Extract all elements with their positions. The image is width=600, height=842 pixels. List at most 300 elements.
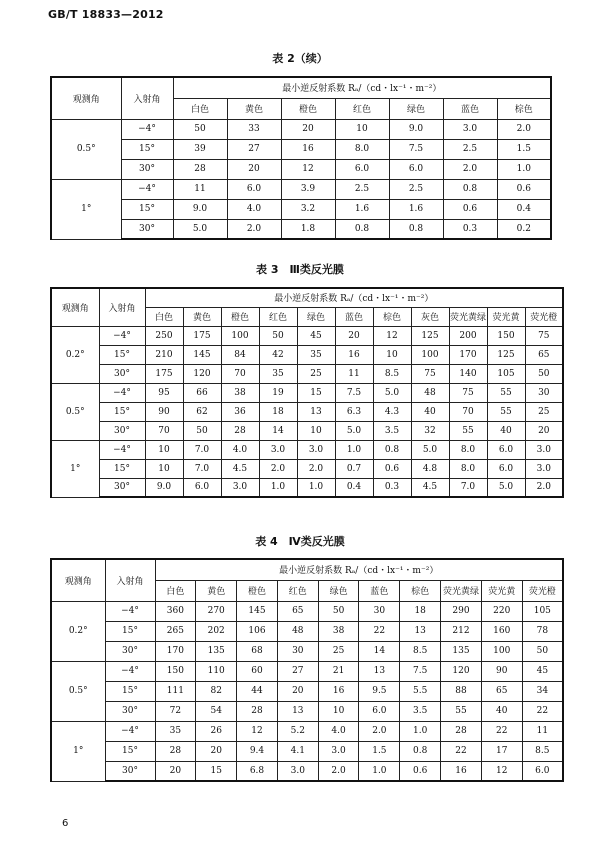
value-cell: 28	[441, 721, 482, 741]
color-header: 绿色	[297, 307, 335, 326]
value-cell: 0.8	[443, 179, 497, 199]
value-cell: 10	[297, 421, 335, 440]
value-cell: 38	[318, 621, 359, 641]
value-cell: 14	[359, 641, 400, 661]
value-cell: 3.5	[400, 701, 441, 721]
value-cell: 2.0	[259, 459, 297, 478]
value-cell: 22	[441, 741, 482, 761]
color-header: 荧光橙	[522, 580, 563, 601]
color-header: 棕色	[373, 307, 411, 326]
value-cell: 13	[277, 701, 318, 721]
color-header: 白色	[145, 307, 183, 326]
value-cell: 360	[155, 601, 196, 621]
value-cell: 36	[221, 402, 259, 421]
value-cell: 66	[183, 383, 221, 402]
value-cell: 3.0	[221, 478, 259, 497]
value-cell: 6.0	[389, 159, 443, 179]
table-row	[51, 199, 551, 219]
value-cell: 120	[441, 661, 482, 681]
value-cell: 1.0	[259, 478, 297, 497]
value-cell: 220	[481, 601, 522, 621]
value-cell: 18	[400, 601, 441, 621]
value-cell: 14	[259, 421, 297, 440]
color-header: 荧光橙	[525, 307, 563, 326]
entrance-angle-cell: −4°	[99, 383, 145, 402]
table-row	[51, 641, 563, 661]
color-header: 蓝色	[443, 98, 497, 119]
value-cell: 50	[173, 119, 227, 139]
entrance-angle-cell: 15°	[99, 459, 145, 478]
table-row	[51, 345, 563, 364]
color-header: 黄色	[227, 98, 281, 119]
entrance-angle-cell: 15°	[105, 681, 155, 701]
table-row	[51, 681, 563, 701]
entrance-angle-cell: 15°	[105, 741, 155, 761]
value-cell: 0.4	[335, 478, 373, 497]
value-cell: 6.0	[359, 701, 400, 721]
value-cell: 11	[335, 364, 373, 383]
value-cell: 22	[481, 721, 522, 741]
value-cell: 95	[145, 383, 183, 402]
value-cell: 75	[411, 364, 449, 383]
table-row	[51, 478, 563, 497]
value-cell: 7.5	[335, 383, 373, 402]
value-cell: 4.5	[411, 478, 449, 497]
entrance-angle-cell: −4°	[121, 119, 173, 139]
value-cell: 4.5	[221, 459, 259, 478]
value-cell: 13	[400, 621, 441, 641]
value-cell: 9.5	[359, 681, 400, 701]
value-cell: 106	[237, 621, 278, 641]
value-cell: 60	[237, 661, 278, 681]
table3-caption: 表 3 Ⅲ类反光膜	[256, 263, 344, 276]
value-cell: 12	[237, 721, 278, 741]
value-cell: 45	[522, 661, 563, 681]
value-cell: 19	[259, 383, 297, 402]
value-cell: 25	[318, 641, 359, 661]
value-cell: 4.8	[411, 459, 449, 478]
coefficient-header: 最小逆反射系数 Rₐ/（cd・lx⁻¹・m⁻²）	[155, 559, 563, 580]
value-cell: 1.5	[497, 139, 551, 159]
value-cell: 6.0	[487, 459, 525, 478]
value-cell: 0.3	[373, 478, 411, 497]
color-header: 棕色	[497, 98, 551, 119]
value-cell: 90	[481, 661, 522, 681]
entrance-angle-cell: 30°	[99, 478, 145, 497]
color-header: 荧光黄绿	[449, 307, 487, 326]
entrance-angle-cell: 15°	[121, 139, 173, 159]
value-cell: 25	[297, 364, 335, 383]
value-cell: 7.5	[389, 139, 443, 159]
value-cell: 0.7	[335, 459, 373, 478]
value-cell: 290	[441, 601, 482, 621]
value-cell: 62	[183, 402, 221, 421]
value-cell: 9.0	[173, 199, 227, 219]
table2	[50, 76, 552, 240]
value-cell: 10	[145, 440, 183, 459]
entrance-angle-cell: 15°	[99, 345, 145, 364]
value-cell: 30	[277, 641, 318, 661]
table-row	[51, 661, 563, 681]
value-cell: 0.8	[373, 440, 411, 459]
standard-code: GB/T 18833—2012	[48, 8, 164, 21]
entrance-angle-cell: 30°	[105, 641, 155, 661]
value-cell: 0.6	[400, 761, 441, 781]
value-cell: 50	[259, 326, 297, 345]
value-cell: 35	[155, 721, 196, 741]
value-cell: 2.0	[297, 459, 335, 478]
entrance-angle-cell: 30°	[121, 219, 173, 239]
value-cell: 4.3	[373, 402, 411, 421]
observation-angle-cell: 1°	[51, 179, 121, 239]
value-cell: 35	[297, 345, 335, 364]
value-cell: 65	[481, 681, 522, 701]
value-cell: 125	[487, 345, 525, 364]
table-row	[51, 601, 563, 621]
table-row	[51, 440, 563, 459]
value-cell: 15	[196, 761, 237, 781]
color-header: 灰色	[411, 307, 449, 326]
value-cell: 1.6	[335, 199, 389, 219]
value-cell: 3.5	[373, 421, 411, 440]
value-cell: 0.2	[497, 219, 551, 239]
value-cell: 1.8	[281, 219, 335, 239]
color-header: 红色	[335, 98, 389, 119]
value-cell: 4.0	[227, 199, 281, 219]
value-cell: 12	[281, 159, 335, 179]
value-cell: 135	[441, 641, 482, 661]
value-cell: 11	[522, 721, 563, 741]
value-cell: 13	[359, 661, 400, 681]
value-cell: 20	[335, 326, 373, 345]
value-cell: 16	[335, 345, 373, 364]
header-row	[51, 288, 563, 307]
entrance-angle-cell: 30°	[121, 159, 173, 179]
value-cell: 20	[155, 761, 196, 781]
color-header: 荧光黄绿	[441, 580, 482, 601]
value-cell: 9.0	[145, 478, 183, 497]
coefficient-header: 最小逆反射系数 Rₐ/（cd・lx⁻¹・m⁻²）	[145, 288, 563, 307]
color-header: 白色	[155, 580, 196, 601]
value-cell: 6.3	[335, 402, 373, 421]
table-row	[51, 721, 563, 741]
value-cell: 2.0	[497, 119, 551, 139]
entrance-angle-cell: 30°	[105, 701, 155, 721]
observation-angle-cell: 0.2°	[51, 601, 105, 661]
value-cell: 16	[441, 761, 482, 781]
value-cell: 5.0	[373, 383, 411, 402]
value-cell: 84	[221, 345, 259, 364]
value-cell: 40	[411, 402, 449, 421]
entrance-angle-cell: −4°	[121, 179, 173, 199]
table-row	[51, 402, 563, 421]
value-cell: 210	[145, 345, 183, 364]
value-cell: 5.5	[400, 681, 441, 701]
value-cell: 4.0	[221, 440, 259, 459]
value-cell: 7.5	[400, 661, 441, 681]
table-row	[51, 119, 551, 139]
table2-caption: 表 2（续）	[272, 52, 328, 65]
table4-caption: 表 4 Ⅳ类反光膜	[255, 535, 345, 548]
value-cell: 3.9	[281, 179, 335, 199]
value-cell: 3.0	[525, 459, 563, 478]
value-cell: 5.2	[277, 721, 318, 741]
table-row	[51, 741, 563, 761]
observation-angle-cell: 0.5°	[51, 661, 105, 721]
observation-angle-header: 观测角	[51, 77, 121, 119]
value-cell: 27	[227, 139, 281, 159]
value-cell: 2.0	[227, 219, 281, 239]
entrance-angle-cell: −4°	[105, 661, 155, 681]
value-cell: 12	[481, 761, 522, 781]
value-cell: 140	[449, 364, 487, 383]
table-row	[51, 383, 563, 402]
page-number: 6	[62, 818, 69, 829]
value-cell: 35	[259, 364, 297, 383]
value-cell: 7.0	[449, 478, 487, 497]
value-cell: 8.0	[449, 440, 487, 459]
value-cell: 0.3	[443, 219, 497, 239]
value-cell: 111	[155, 681, 196, 701]
value-cell: 22	[359, 621, 400, 641]
value-cell: 28	[155, 741, 196, 761]
value-cell: 150	[155, 661, 196, 681]
value-cell: 2.0	[525, 478, 563, 497]
value-cell: 3.0	[277, 761, 318, 781]
value-cell: 20	[196, 741, 237, 761]
value-cell: 75	[525, 326, 563, 345]
value-cell: 1.5	[359, 741, 400, 761]
value-cell: 8.0	[335, 139, 389, 159]
value-cell: 45	[297, 326, 335, 345]
value-cell: 44	[237, 681, 278, 701]
table-row	[51, 364, 563, 383]
value-cell: 7.0	[183, 440, 221, 459]
observation-angle-cell: 0.5°	[51, 119, 121, 179]
observation-angle-cell: 1°	[51, 440, 99, 497]
value-cell: 5.0	[173, 219, 227, 239]
observation-angle-header: 观测角	[51, 559, 105, 601]
value-cell: 2.5	[335, 179, 389, 199]
value-cell: 50	[318, 601, 359, 621]
value-cell: 21	[318, 661, 359, 681]
value-cell: 55	[487, 402, 525, 421]
value-cell: 72	[155, 701, 196, 721]
value-cell: 20	[277, 681, 318, 701]
value-cell: 18	[259, 402, 297, 421]
value-cell: 38	[221, 383, 259, 402]
value-cell: 1.0	[335, 440, 373, 459]
value-cell: 6.0	[335, 159, 389, 179]
color-header: 绿色	[318, 580, 359, 601]
entrance-angle-header: 入射角	[99, 288, 145, 326]
value-cell: 145	[183, 345, 221, 364]
color-header: 荧光黄	[487, 307, 525, 326]
value-cell: 0.8	[335, 219, 389, 239]
value-cell: 100	[411, 345, 449, 364]
table4	[50, 558, 564, 782]
value-cell: 2.5	[443, 139, 497, 159]
entrance-angle-cell: −4°	[99, 440, 145, 459]
value-cell: 3.0	[259, 440, 297, 459]
value-cell: 5.0	[487, 478, 525, 497]
header-row	[51, 77, 551, 98]
color-header: 橙色	[281, 98, 335, 119]
value-cell: 16	[318, 681, 359, 701]
value-cell: 65	[525, 345, 563, 364]
value-cell: 82	[196, 681, 237, 701]
value-cell: 1.0	[400, 721, 441, 741]
table-row	[51, 621, 563, 641]
entrance-angle-cell: 15°	[121, 199, 173, 219]
value-cell: 28	[173, 159, 227, 179]
entrance-angle-cell: 30°	[105, 761, 155, 781]
entrance-angle-cell: −4°	[105, 601, 155, 621]
value-cell: 3.0	[297, 440, 335, 459]
value-cell: 2.5	[389, 179, 443, 199]
value-cell: 30	[359, 601, 400, 621]
value-cell: 150	[487, 326, 525, 345]
color-header: 蓝色	[359, 580, 400, 601]
value-cell: 50	[183, 421, 221, 440]
value-cell: 6.0	[183, 478, 221, 497]
value-cell: 20	[281, 119, 335, 139]
value-cell: 8.5	[373, 364, 411, 383]
coefficient-header: 最小逆反射系数 Rₐ/（cd・lx⁻¹・m⁻²）	[173, 77, 551, 98]
value-cell: 10	[335, 119, 389, 139]
value-cell: 42	[259, 345, 297, 364]
value-cell: 22	[522, 701, 563, 721]
value-cell: 202	[196, 621, 237, 641]
value-cell: 0.6	[373, 459, 411, 478]
value-cell: 28	[237, 701, 278, 721]
table-row	[51, 326, 563, 345]
entrance-angle-cell: −4°	[105, 721, 155, 741]
value-cell: 48	[411, 383, 449, 402]
value-cell: 20	[227, 159, 281, 179]
value-cell: 2.0	[318, 761, 359, 781]
table-row	[51, 179, 551, 199]
value-cell: 10	[318, 701, 359, 721]
value-cell: 175	[183, 326, 221, 345]
value-cell: 13	[297, 402, 335, 421]
value-cell: 27	[277, 661, 318, 681]
value-cell: 250	[145, 326, 183, 345]
value-cell: 270	[196, 601, 237, 621]
value-cell: 212	[441, 621, 482, 641]
value-cell: 55	[449, 421, 487, 440]
value-cell: 1.0	[359, 761, 400, 781]
value-cell: 100	[481, 641, 522, 661]
entrance-angle-cell: 15°	[105, 621, 155, 641]
color-header: 黄色	[196, 580, 237, 601]
value-cell: 55	[487, 383, 525, 402]
color-header: 绿色	[389, 98, 443, 119]
value-cell: 6.0	[227, 179, 281, 199]
observation-angle-cell: 0.2°	[51, 326, 99, 383]
value-cell: 5.0	[335, 421, 373, 440]
value-cell: 0.6	[497, 179, 551, 199]
color-header: 棕色	[400, 580, 441, 601]
table-row	[51, 761, 563, 781]
value-cell: 120	[183, 364, 221, 383]
value-cell: 4.1	[277, 741, 318, 761]
value-cell: 9.0	[389, 119, 443, 139]
value-cell: 12	[373, 326, 411, 345]
value-cell: 68	[237, 641, 278, 661]
color-header: 红色	[277, 580, 318, 601]
value-cell: 40	[481, 701, 522, 721]
value-cell: 55	[441, 701, 482, 721]
value-cell: 135	[196, 641, 237, 661]
value-cell: 105	[522, 601, 563, 621]
value-cell: 70	[221, 364, 259, 383]
value-cell: 32	[411, 421, 449, 440]
value-cell: 16	[281, 139, 335, 159]
value-cell: 30	[525, 383, 563, 402]
value-cell: 75	[449, 383, 487, 402]
value-cell: 9.4	[237, 741, 278, 761]
header-row	[51, 559, 563, 580]
value-cell: 10	[145, 459, 183, 478]
value-cell: 28	[221, 421, 259, 440]
value-cell: 7.0	[183, 459, 221, 478]
value-cell: 11	[173, 179, 227, 199]
value-cell: 88	[441, 681, 482, 701]
value-cell: 70	[145, 421, 183, 440]
table-row	[51, 421, 563, 440]
entrance-angle-header: 入射角	[121, 77, 173, 119]
color-header: 白色	[173, 98, 227, 119]
value-cell: 100	[221, 326, 259, 345]
value-cell: 1.0	[297, 478, 335, 497]
entrance-angle-cell: 30°	[99, 421, 145, 440]
value-cell: 3.0	[443, 119, 497, 139]
value-cell: 8.5	[522, 741, 563, 761]
observation-angle-cell: 0.5°	[51, 383, 99, 440]
entrance-angle-cell: −4°	[99, 326, 145, 345]
value-cell: 1.0	[497, 159, 551, 179]
value-cell: 3.0	[525, 440, 563, 459]
color-header: 荧光黄	[481, 580, 522, 601]
value-cell: 0.8	[400, 741, 441, 761]
value-cell: 2.0	[443, 159, 497, 179]
table-row	[51, 219, 551, 239]
entrance-angle-cell: 30°	[99, 364, 145, 383]
observation-angle-header: 观测角	[51, 288, 99, 326]
value-cell: 39	[173, 139, 227, 159]
value-cell: 33	[227, 119, 281, 139]
value-cell: 8.5	[400, 641, 441, 661]
value-cell: 50	[522, 641, 563, 661]
value-cell: 6.8	[237, 761, 278, 781]
value-cell: 110	[196, 661, 237, 681]
value-cell: 170	[155, 641, 196, 661]
value-cell: 5.0	[411, 440, 449, 459]
color-header: 橙色	[221, 307, 259, 326]
value-cell: 17	[481, 741, 522, 761]
color-header: 橙色	[237, 580, 278, 601]
value-cell: 160	[481, 621, 522, 641]
table-row	[51, 139, 551, 159]
value-cell: 6.0	[522, 761, 563, 781]
value-cell: 70	[449, 402, 487, 421]
value-cell: 0.6	[443, 199, 497, 219]
value-cell: 10	[373, 345, 411, 364]
value-cell: 34	[522, 681, 563, 701]
value-cell: 8.0	[449, 459, 487, 478]
value-cell: 48	[277, 621, 318, 641]
